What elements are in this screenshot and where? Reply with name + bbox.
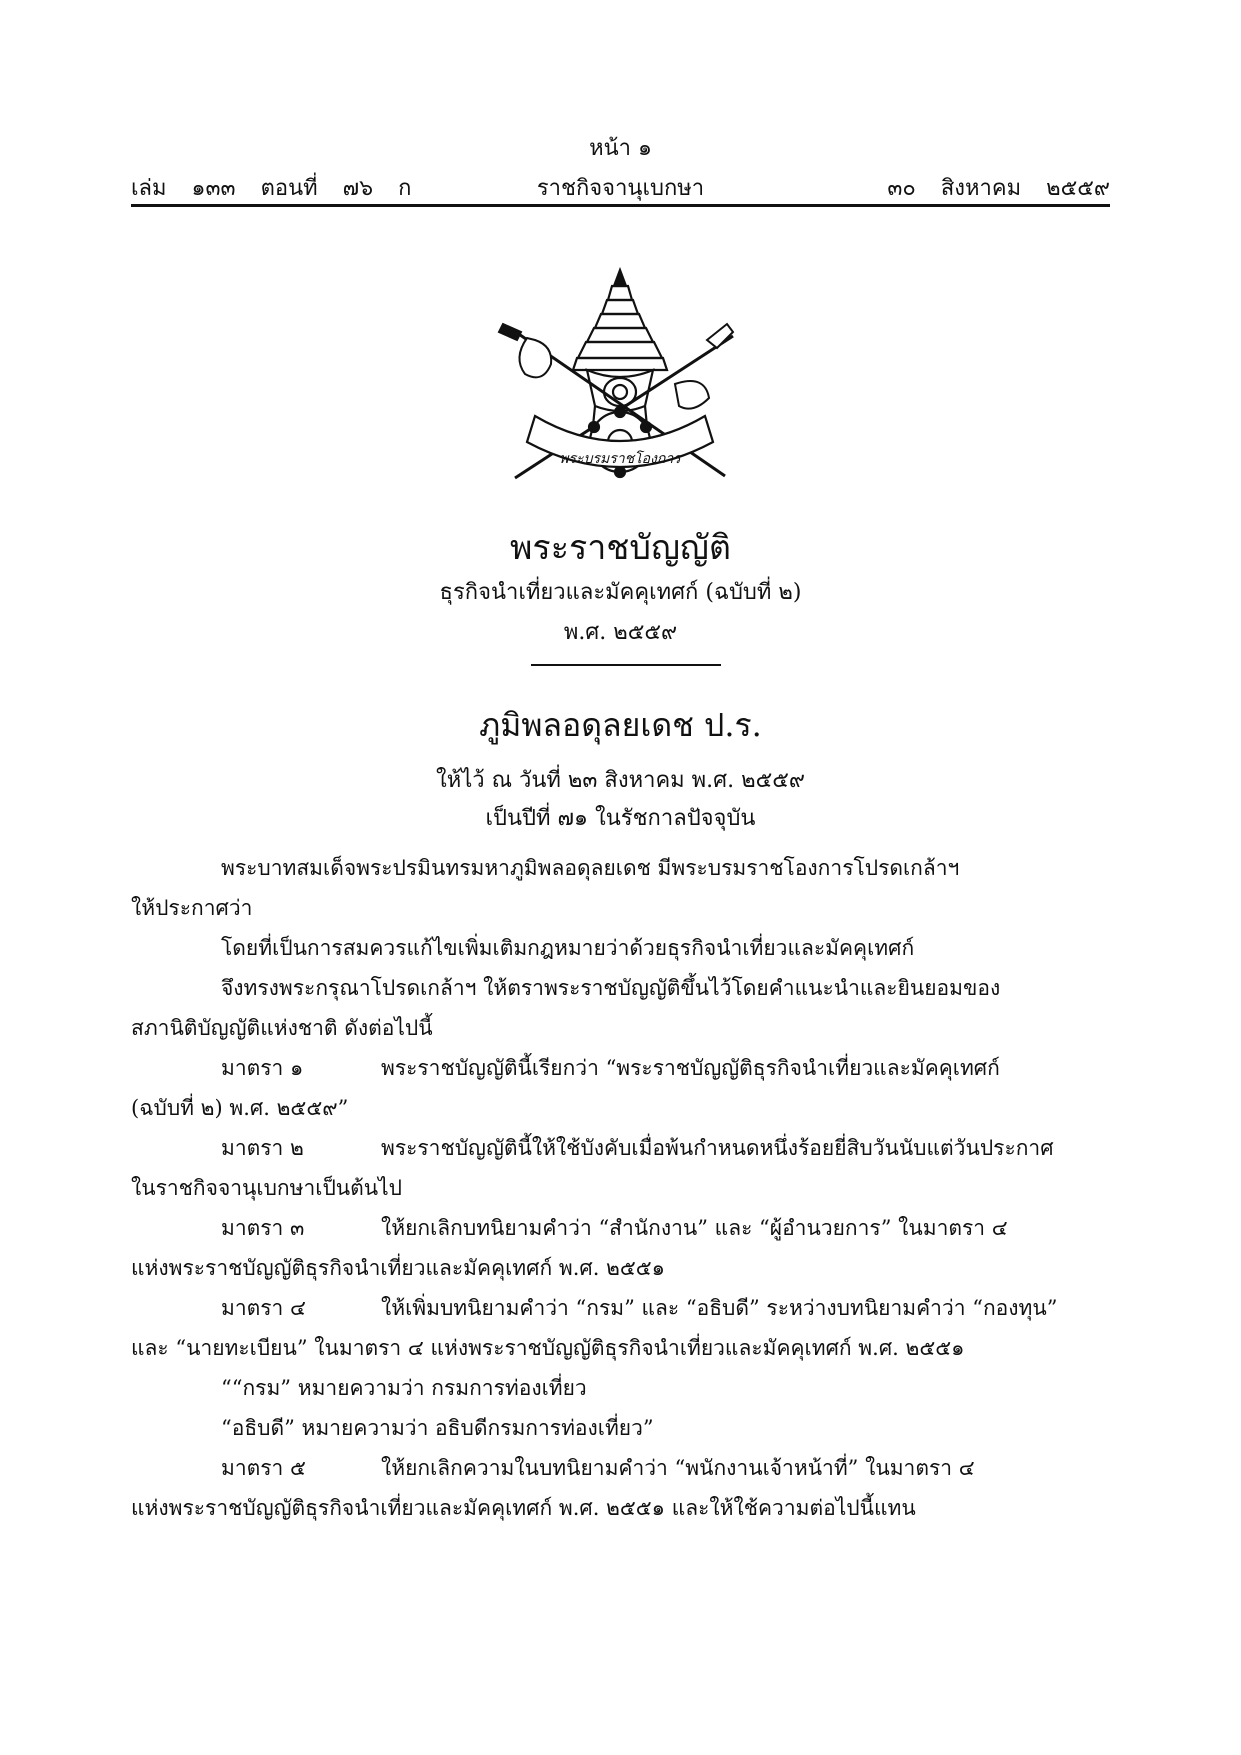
act-subtitle: ธุรกิจนำเที่ยวและมัคคุเทศก์ (ฉบับที่ ๒) xyxy=(439,580,802,605)
preamble-line-2: ให้ประกาศว่า xyxy=(131,896,253,920)
preamble-line-1: พระบาทสมเด็จพระปรมินทรมหาภูมิพลอดุลยเดช มีพระบรมราชโองการโปรดเกล้าฯ xyxy=(221,856,960,880)
section-2-text: พระราชบัญญัตินี้ให้ใช้บังคับเมื่อพ้นกำหนดหนึ่งร้อยยี่สิบวันนับแต่วันประกาศ xyxy=(381,1136,1054,1160)
gazette-header xyxy=(131,170,1110,200)
royal-emblem-icon xyxy=(495,266,745,496)
act-title: พระราชบัญญัติ xyxy=(510,528,731,568)
volume-label: เล่ม xyxy=(131,176,167,201)
section-1-label: มาตรา ๑ xyxy=(221,1056,304,1080)
enactment-line-2: สภานิติบัญญัติแห่งชาติ ดังต่อไปนี้ xyxy=(131,1016,433,1040)
section-5-line-2: แห่งพระราชบัญญัติธุรกิจนำเที่ยวและมัคคุเทศก์ พ.ศ. ๒๕๕๑ และให้ใช้ความต่อไปนี้แทน xyxy=(131,1496,916,1520)
act-year: พ.ศ. ๒๕๕๙ xyxy=(563,620,678,645)
issue-label: ตอนที่ xyxy=(260,176,318,201)
section-2-line-1 xyxy=(131,1128,1110,1168)
given-date: ให้ไว้ ณ วันที่ ๒๓ สิงหาคม พ.ศ. ๒๕๕๙ xyxy=(435,768,806,793)
definition-department: ““กรม” หมายความว่า กรมการท่องเที่ยว xyxy=(221,1376,587,1400)
date-month: สิงหาคม xyxy=(940,176,1022,201)
section-4-line-1 xyxy=(131,1288,1110,1328)
section-1-line-1 xyxy=(131,1048,1110,1088)
date-day: ๓๐ xyxy=(887,176,916,201)
section-5-text: ให้ยกเลิกความในบทนิยามคำว่า “พนักงานเจ้าหน้าที่” ในมาตรา ๔ xyxy=(381,1456,975,1480)
section-4-text: ให้เพิ่มบทนิยามคำว่า “กรม” และ “อธิบดี” ระหว่างบทนิยามคำว่า “กองทุน” xyxy=(381,1296,1058,1320)
publication-date xyxy=(887,170,1110,205)
section-2-label: มาตรา ๒ xyxy=(221,1136,304,1160)
section-2-line-2: ในราชกิจจานุเบกษาเป็นต้นไป xyxy=(131,1176,403,1200)
issue-number: ๗๖ xyxy=(342,176,374,201)
section-1-line-2: (ฉบับที่ ๒) พ.ศ. ๒๕๕๙” xyxy=(131,1096,349,1120)
page-number: หน้า ๑ xyxy=(589,136,652,161)
section-4-line-2: และ “นายทะเบียน” ในมาตรา ๔ แห่งพระราชบัญญัติธุรกิจนำเที่ยวและมัคคุเทศก์ พ.ศ. ๒๕๕๑ xyxy=(131,1336,965,1360)
section-5-line-1 xyxy=(131,1448,1110,1488)
section-3-text: ให้ยกเลิกบทนิยามคำว่า “สำนักงาน” และ “ผู้อำนวยการ” ในมาตรา ๔ xyxy=(381,1216,1008,1240)
section-5-label: มาตรา ๕ xyxy=(221,1456,306,1480)
title-divider xyxy=(531,664,721,666)
rationale: โดยที่เป็นการสมควรแก้ไขเพิ่มเติมกฎหมายว่าด้วยธุรกิจนำเที่ยวและมัคคุเทศก์ xyxy=(221,936,915,960)
definition-director-general: “อธิบดี” หมายความว่า อธิบดีกรมการท่องเที่ยว” xyxy=(221,1416,654,1440)
date-year: ๒๕๕๙ xyxy=(1046,176,1110,201)
enactment-line-1: จึงทรงพระกรุณาโปรดเกล้าฯ ให้ตราพระราชบัญญัติขึ้นไว้โดยคำแนะนำและยินยอมของ xyxy=(221,976,1001,1000)
section-3-line-1 xyxy=(131,1208,1110,1248)
issue-section: ก xyxy=(398,176,412,201)
gazette-name: ราชกิจจานุเบกษา xyxy=(536,176,705,201)
section-4-label: มาตรา ๔ xyxy=(221,1296,306,1320)
section-3-line-2: แห่งพระราชบัญญัติธุรกิจนำเที่ยวและมัคคุเทศก์ พ.ศ. ๒๕๕๑ xyxy=(131,1256,666,1280)
reign-year: เป็นปีที่ ๗๑ ในรัชกาลปัจจุบัน xyxy=(485,806,756,831)
header-divider xyxy=(131,204,1110,207)
act-body xyxy=(131,848,1110,1528)
section-3-label: มาตรา ๓ xyxy=(221,1216,305,1240)
emblem-ribbon-text: พระบรมราชโองการ xyxy=(559,451,681,467)
volume-number: ๑๓๓ xyxy=(191,176,236,201)
section-1-text: พระราชบัญญัตินี้เรียกว่า “พระราชบัญญัติธุรกิจนำเที่ยวและมัคคุเทศก์ xyxy=(381,1056,1000,1080)
king-signature: ภูมิพลอดุลยเดช ป.ร. xyxy=(479,706,762,744)
